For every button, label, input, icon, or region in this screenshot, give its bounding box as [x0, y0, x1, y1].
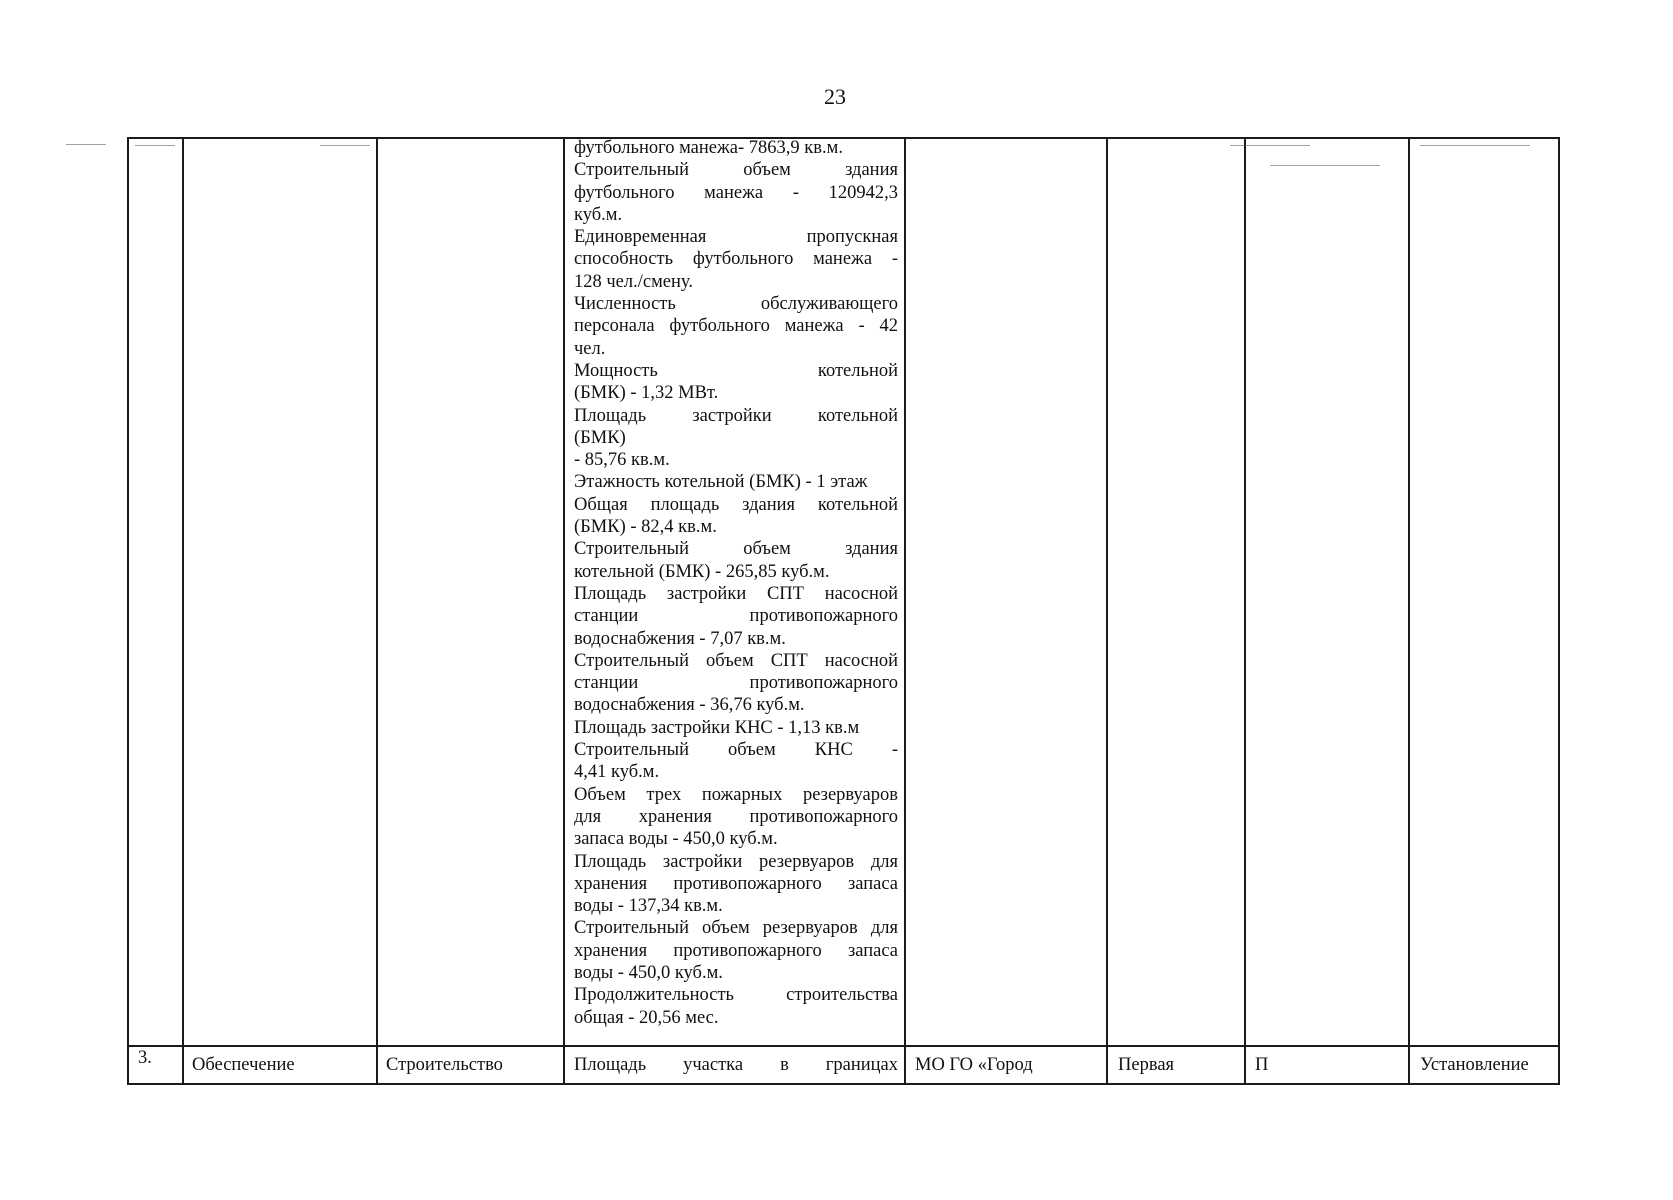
scan-artifact — [320, 145, 370, 146]
description-line: Мощность котельной — [574, 360, 898, 381]
scan-artifact — [1230, 145, 1310, 146]
col-border-4 — [904, 137, 906, 1085]
description-line: 4,41 куб.м. — [574, 762, 660, 783]
scan-artifact — [1420, 145, 1530, 146]
description-line: станции противопожарного — [574, 673, 898, 694]
description-line: Объем трех пожарных резервуаров — [574, 784, 898, 805]
page-number: 23 — [824, 84, 846, 109]
description-line: куб.м. — [574, 204, 623, 225]
description-line: общая - 20,56 мес. — [574, 1007, 719, 1028]
row-3-status: П — [1255, 1055, 1269, 1075]
description-line: воды - 137,34 кв.м. — [574, 896, 723, 917]
col-border-6 — [1244, 137, 1246, 1085]
row-3-type: Строительство — [386, 1055, 503, 1075]
description-line: футбольного манежа - 120942,3 — [574, 182, 898, 203]
scan-artifact — [1270, 165, 1380, 166]
description-line: хранения противопожарного запаса — [574, 873, 898, 894]
col-border-7 — [1408, 137, 1410, 1085]
description-line: Площадь застройки резервуаров для — [574, 851, 898, 872]
row-3-location: МО ГО «Город — [915, 1055, 1033, 1075]
description-line: Площадь застройки котельной — [574, 405, 898, 426]
description-line: Строительный объем здания — [574, 539, 898, 560]
description-line: Строительный объем СПТ насосной — [574, 650, 898, 671]
description-line: 128 чел./смену. — [574, 271, 693, 292]
description-cell — [574, 137, 898, 1029]
description-line: (БМК) - 82,4 кв.м. — [574, 517, 717, 538]
col-border-0 — [127, 137, 129, 1085]
description-line: Площадь застройки СПТ насосной — [574, 583, 898, 604]
description-line: футбольного манежа- 7863,9 кв.м. — [574, 138, 843, 158]
description-line: Продолжительность строительства — [574, 985, 898, 1006]
col-border-5 — [1106, 137, 1108, 1085]
description-line: Единовременная пропускная — [574, 227, 898, 248]
description-line: станции противопожарного — [574, 606, 898, 627]
col-border-8 — [1558, 137, 1560, 1085]
description-line: (БМК) - 1,32 МВт. — [574, 383, 719, 404]
row-number: 3. — [138, 1048, 152, 1068]
scan-artifact — [135, 145, 175, 146]
scan-artifact — [66, 144, 106, 145]
description-line: воды - 450,0 куб.м. — [574, 962, 723, 983]
row-divider — [127, 1045, 1560, 1047]
col-border-3 — [563, 137, 565, 1085]
description-line: хранения противопожарного запаса — [574, 940, 898, 961]
col-border-2 — [376, 137, 378, 1085]
description-line: Общая площадь здания котельной — [574, 494, 898, 515]
description-line: Численность обслуживающего — [574, 294, 898, 315]
row-3-zone: Установление — [1420, 1055, 1529, 1075]
description-line: - 85,76 кв.м. — [574, 450, 670, 471]
description-line: (БМК) — [574, 427, 626, 448]
description-line: Площадь застройки КНС - 1,13 кв.м — [574, 717, 860, 738]
description-line: водоснабжения - 7,07 кв.м. — [574, 628, 786, 649]
description-line: чел. — [574, 338, 606, 359]
description-line: котельной (БМК) - 265,85 куб.м. — [574, 561, 830, 582]
row-3-stage: Первая — [1118, 1055, 1175, 1075]
row-3-description: Площадь участка в границах — [574, 1055, 898, 1075]
table-bottom-border — [127, 1083, 1560, 1085]
description-line: способность футбольного манежа - — [574, 249, 898, 270]
row-3-purpose: Обеспечение — [192, 1055, 295, 1075]
description-line: Строительный объем здания — [574, 160, 898, 181]
description-line: для хранения противопожарного — [574, 806, 898, 827]
description-line: запаса воды - 450,0 куб.м. — [574, 829, 778, 850]
description-line: персонала футбольного манежа - 42 — [574, 316, 898, 337]
description-line: Строительный объем КНС - — [574, 740, 898, 761]
description-line: водоснабжения - 36,76 куб.м. — [574, 695, 805, 716]
col-border-1 — [182, 137, 184, 1085]
description-line: Строительный объем резервуаров для — [574, 918, 898, 939]
description-line: Этажность котельной (БМК) - 1 этаж — [574, 472, 868, 493]
